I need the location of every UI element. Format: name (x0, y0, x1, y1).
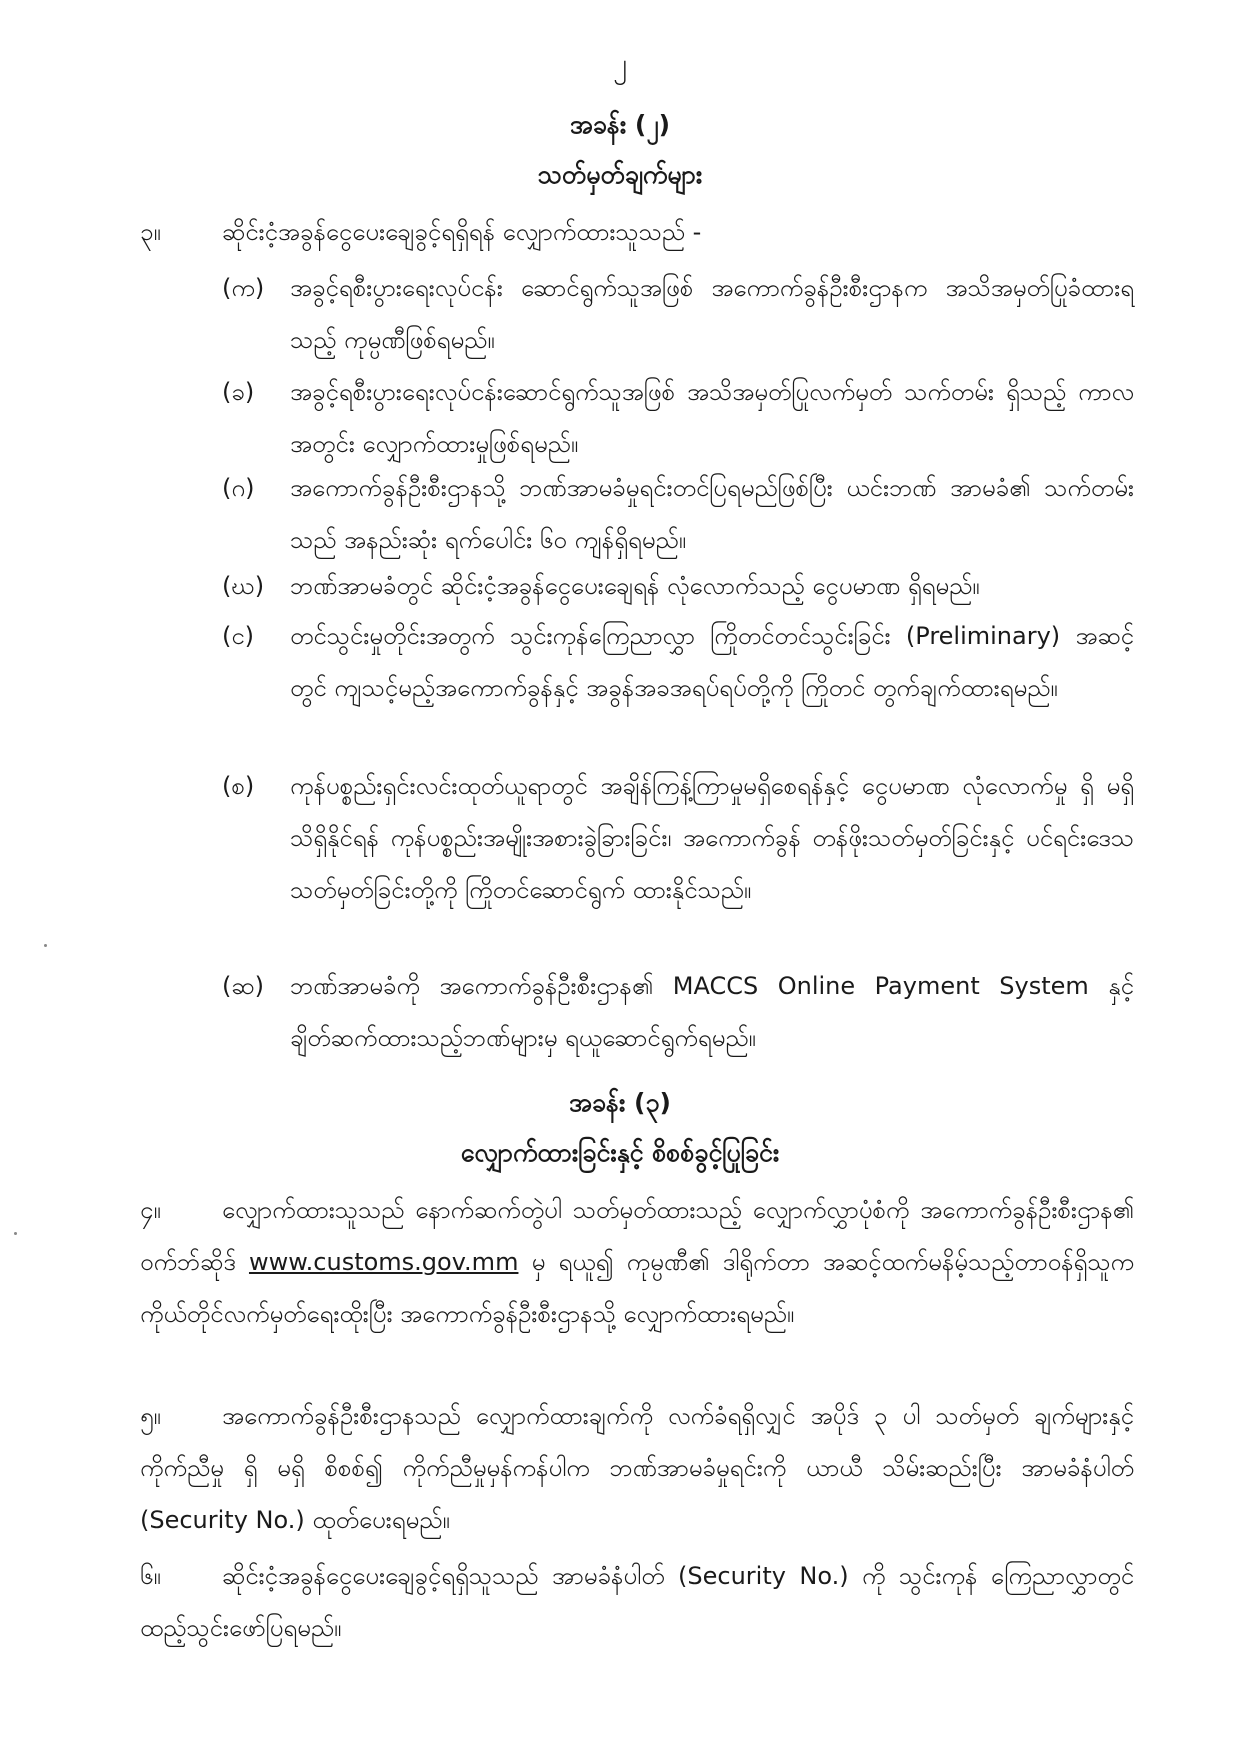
section-3-item-sa (222, 760, 1134, 916)
section-3-item-ga (222, 462, 1134, 566)
item-mark: (က) (222, 274, 265, 302)
section-6 (140, 1550, 1134, 1654)
section-4 (140, 1184, 1134, 1340)
chapter-2-heading (0, 100, 1240, 200)
section-3-item-nga (222, 610, 1134, 714)
item-mark: (စ) (222, 772, 255, 800)
section-4-number: ၄။ (140, 1196, 161, 1224)
section-5-number: ၅။ (140, 1402, 161, 1430)
section-5-text: အကောက်ခွန်ဦးစီးဌာနသည် လျှောက်ထားချက်ကို လက်ခံရရှိလျှင် အပိုဒ် ၃ ပါ သတ်မှတ် ချက်များနှင့် ကိုက်ညီမှု ရှိ မရှိ စိစစ်၍ ကိုက်ညီမှုမှန်ကန်ပါက ဘဏ်အာမခံမှုရင်းကို ယာယီ သိမ်းဆည်းပြီး အာမခံနံပါတ် (Security No.) ထုတ်ပေးရမည်။ (140, 1402, 1134, 1534)
scan-speck (14, 1232, 17, 1235)
item-mark: (ဃ) (222, 572, 265, 600)
section-3-item-ka (222, 262, 1134, 366)
customs-website-link[interactable]: www.customs.gov.mm (248, 1248, 519, 1276)
item-text: အခွင့်ရစီးပွားရေးလုပ်ငန်းဆောင်ရွက်သူအဖြစ် အသိအမှတ်ပြုလက်မှတ် သက်တမ်း ရှိသည့် ကာလအတွင်း လျှောက်ထားမှုဖြစ်ရမည်။ (290, 378, 1134, 458)
section-4-text-before: လျှောက်ထားသူသည် နောက်ဆက်တွဲပါ သတ်မှတ်ထားသည့် လျှောက်လွှာပုံစံကို အကောက်ခွန်ဦးစီးဌာန၏ ဝက်ဘ်ဆိုဒ် (140, 1196, 1134, 1276)
section-3-lead-text: ဆိုင်းငံ့အခွန်ငွေပေးချေခွင့်ရရှိရန် လျှောက်ထားသူသည် - (222, 218, 702, 246)
scan-speck (44, 944, 47, 947)
section-3-item-hsa (222, 960, 1134, 1064)
section-3-item-gha (222, 560, 1134, 612)
section-5 (140, 1390, 1134, 1546)
page-number: ၂ (613, 47, 627, 80)
chapter-3-subtitle: လျှောက်ထားခြင်းနှင့် စိစစ်ခွင့်ပြုခြင်း (460, 1138, 780, 1167)
item-mark: (ဆ) (222, 972, 264, 1000)
section-3-item-kha (222, 366, 1134, 470)
section-6-number: ၆။ (140, 1562, 161, 1590)
section-4-text-after: မှ ရယူ၍ ကုမ္ပဏီ၏ ဒါရိုက်တာ အဆင့်ထက်မနိမ့်သည့်တာဝန်ရှိသူက ကိုယ်တိုင်လက်မှတ်ရေးထိုးပြီး အကောက်ခွန်ဦးစီးဌာနသို့ လျှောက်ထားရမည်။ (140, 1248, 1135, 1328)
item-text: ဘဏ်အာမခံတွင် ဆိုင်းငံ့အခွန်ငွေပေးချေရန် လုံလောက်သည့် ငွေပမာဏ ရှိရမည်။ (290, 572, 980, 600)
chapter-2-title: အခန်း (၂) (569, 110, 671, 139)
item-text: တင်သွင်းမှုတိုင်းအတွက် သွင်းကုန်ကြေညာလွှာ ကြိုတင်တင်သွင်းခြင်း (Preliminary) အဆင့်တွင် ကျသင့်မည့်အကောက်ခွန်နှင့် အခွန်အခအရပ်ရပ်တို့ကို ကြိုတင် တွက်ချက်ထားရမည်။ (290, 622, 1134, 702)
section-6-text: ဆိုင်းငံ့အခွန်ငွေပေးချေခွင့်ရရှိသူသည် အာမခံနံပါတ် (Security No.) ကို သွင်းကုန် ကြေညာလွှာတွင် ထည့်သွင်းဖော်ပြရမည်။ (140, 1562, 1134, 1642)
item-mark: (င) (222, 622, 255, 650)
section-3-number: ၃။ (140, 218, 161, 246)
chapter-3-heading (0, 1078, 1240, 1178)
item-text: အကောက်ခွန်ဦးစီးဌာနသို့ ဘဏ်အာမခံမှုရင်းတင်ပြရမည်ဖြစ်ပြီး ယင်းဘဏ် အာမခံ၏ သက်တမ်းသည် အနည်းဆုံး ရက်ပေါင်း ၆၀ ကျန်ရှိရမည်။ (290, 474, 1134, 554)
chapter-2-subtitle: သတ်မှတ်ချက်များ (537, 160, 703, 189)
item-mark: (ဂ) (222, 474, 255, 502)
chapter-3-title: အခန်း (၃) (569, 1088, 671, 1117)
item-text: ကုန်ပစ္စည်းရှင်းလင်းထုတ်ယူရာတွင် အချိန်ကြန့်ကြာမှုမရှိစေရန်နှင့် ငွေပမာဏ လုံလောက်မှု ရှိ မရှိ သိရှိနိုင်ရန် ကုန်ပစ္စည်းအမျိုးအစားခွဲခြားခြင်း၊ အကောက်ခွန် တန်ဖိုးသတ်မှတ်ခြင်းနှင့် ပင်ရင်းဒေသသတ်မှတ်ခြင်းတို့ကို ကြိုတင်ဆောင်ရွက် ထားနိုင်သည်။ (290, 772, 1134, 904)
item-text: ဘဏ်အာမခံကို အကောက်ခွန်ဦးစီးဌာန၏ MACCS Online Payment System နှင့် ချိတ်ဆက်ထားသည့်ဘဏ်များမှ ရယူဆောင်ရွက်ရမည်။ (290, 972, 1134, 1052)
item-text: အခွင့်ရစီးပွားရေးလုပ်ငန်း ဆောင်ရွက်သူအဖြစ် အကောက်ခွန်ဦးစီးဌာနက အသိအမှတ်ပြုခံထားရသည့် ကုမ္ပဏီဖြစ်ရမည်။ (290, 274, 1134, 354)
item-mark: (ခ) (222, 378, 255, 406)
section-3-lead (140, 206, 701, 258)
